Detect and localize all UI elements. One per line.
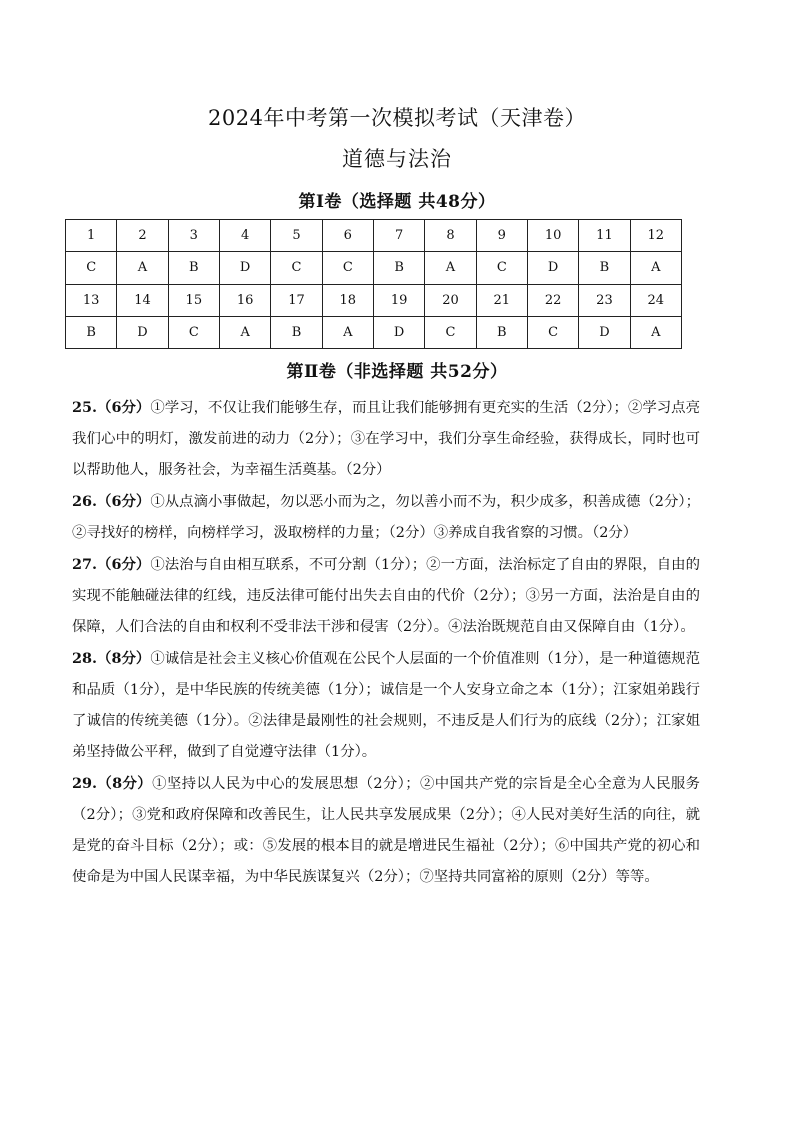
answer-key-cell: B	[168, 252, 219, 284]
answer-key-cell: C	[527, 316, 578, 348]
answer-key-cell: B	[476, 316, 527, 348]
answer-key-row	[66, 252, 682, 284]
question-number-cell: 15	[168, 284, 219, 316]
choice-answer-table	[65, 219, 682, 349]
answer-key-cell: A	[630, 252, 681, 284]
question-number-cell: 23	[579, 284, 630, 316]
answer-key-cell: C	[476, 252, 527, 284]
question-number-cell: 14	[117, 284, 168, 316]
answer-key-cell: A	[117, 252, 168, 284]
answer-key-cell: A	[322, 316, 373, 348]
open-answers	[72, 392, 700, 893]
question-number-cell: 9	[476, 220, 527, 252]
answer-key-cell: D	[219, 252, 270, 284]
question-number-row	[66, 284, 682, 316]
question-number: 28.（8分）	[72, 650, 151, 667]
question-number: 26.（6分）	[72, 493, 151, 510]
answer-key-cell: D	[527, 252, 578, 284]
question-number-cell: 4	[219, 220, 270, 252]
question-number-cell: 11	[579, 220, 630, 252]
question-number: 29.（8分）	[72, 775, 153, 792]
answer-key-cell: C	[168, 316, 219, 348]
answer-text: ①从点滴小事做起，勿以恶小而为之，勿以善小而不为，积少成多，积善成德（2分）；②寻找好的榜样，向榜样学习，汲取榜样的力量；（2分）③养成自我省察的习惯。（2分）	[72, 494, 700, 541]
answer-key-cell: C	[66, 252, 117, 284]
question-number-cell: 12	[630, 220, 681, 252]
answer-key-cell: A	[425, 252, 476, 284]
question-number-cell: 17	[271, 284, 322, 316]
question-number-cell: 18	[322, 284, 373, 316]
answer-key-cell: C	[425, 316, 476, 348]
question-number-row	[66, 220, 682, 252]
question-number: 27.（6分）	[72, 556, 151, 573]
question-number-cell: 1	[66, 220, 117, 252]
answer-key-cell: D	[373, 316, 424, 348]
subject-title: 道德与法治	[342, 147, 452, 171]
answer-key-cell: D	[117, 316, 168, 348]
question-answer-26	[72, 486, 700, 549]
answer-text: ①学习，不仅让我们能够生存，而且让我们能够拥有更充实的生活（2分）；②学习点亮我们心中的明灯，激发前进的动力（2分）；③在学习中，我们分享生命经验，获得成长，同时也可以帮助他人，服务社会，为幸福生活奠基。（2分）	[72, 400, 700, 478]
answer-text: ①法治与自由相互联系，不可分割（1分）；②一方面，法治标定了自由的界限，自由的实现不能触碰法律的红线，违反法律可能付出失去自由的代价（2分）；③另一方面，法治是自由的保障，人们合法的自由和权利不受非法干涉和侵害（2分）。④法治既规范自由又保障自由（1分）。	[72, 557, 700, 635]
answer-key-cell: B	[373, 252, 424, 284]
answer-key-cell: D	[579, 316, 630, 348]
answer-key-cell: C	[322, 252, 373, 284]
answer-text: ①坚持以人民为中心的发展思想（2分）；②中国共产党的宗旨是全心全意为人民服务（2分）；③党和政府保障和改善民生，让人民共享发展成果（2分）；④人民对美好生活的向往，就是党的奋斗目标（2分）；或：⑤发展的根本目的就是增进民生福祉（2分）；⑥中国共产党的初心和使命是为中国人民谋幸福，为中华民族谋复兴（2分）；⑦坚持共同富裕的原则（2分）等等。	[72, 776, 700, 885]
question-answer-27	[72, 549, 700, 643]
question-number-cell: 13	[66, 284, 117, 316]
answer-key-cell: B	[66, 316, 117, 348]
answer-key-row	[66, 316, 682, 348]
answer-key-cell: A	[219, 316, 270, 348]
question-answer-25	[72, 392, 700, 486]
question-number-cell: 7	[373, 220, 424, 252]
question-answer-29	[72, 768, 700, 893]
exam-title: 2024年中考第一次模拟考试（天津卷）	[208, 106, 586, 130]
question-number-cell: 19	[373, 284, 424, 316]
question-number-cell: 21	[476, 284, 527, 316]
part2-heading: 第Ⅱ卷（非选择题 共52分）	[286, 362, 508, 382]
question-number-cell: 6	[322, 220, 373, 252]
part1-heading: 第Ⅰ卷（选择题 共48分）	[298, 192, 496, 212]
question-number-cell: 22	[527, 284, 578, 316]
question-answer-28	[72, 643, 700, 768]
answer-key-cell: B	[579, 252, 630, 284]
question-number-cell: 10	[527, 220, 578, 252]
question-number-cell: 24	[630, 284, 681, 316]
question-number-cell: 8	[425, 220, 476, 252]
answer-key-cell: C	[271, 252, 322, 284]
question-number-cell: 5	[271, 220, 322, 252]
question-number-cell: 2	[117, 220, 168, 252]
question-number-cell: 20	[425, 284, 476, 316]
question-number: 25.（6分）	[72, 399, 151, 416]
answer-key-cell: A	[630, 316, 681, 348]
question-number-cell: 3	[168, 220, 219, 252]
answer-text: ①诚信是社会主义核心价值观在公民个人层面的一个价值准则（1分），是一种道德规范和品质（1分），是中华民族的传统美德（1分）；诚信是一个人安身立命之本（1分）；江家姐弟践行了诚信的传统美德（1分）。②法律是最刚性的社会规则，不违反是人们行为的底线（2分）；江家姐弟坚持做公平秤，做到了自觉遵守法律（1分）。	[72, 651, 700, 760]
answer-key-cell: B	[271, 316, 322, 348]
question-number-cell: 16	[219, 284, 270, 316]
